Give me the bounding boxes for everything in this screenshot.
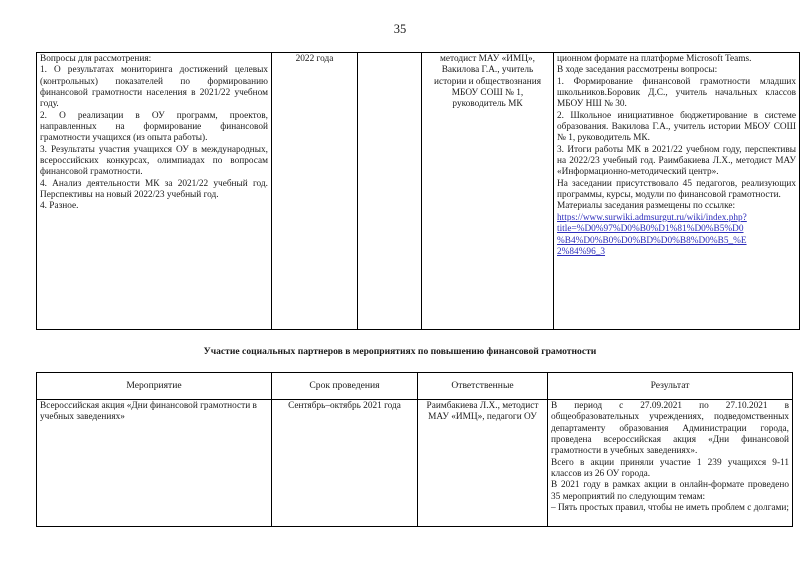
partners-table xyxy=(36,372,793,527)
agenda-questions-title: Вопросы для рассмотрения: xyxy=(40,54,152,64)
partners-event-cell: Всероссийская акция «Дни финансовой грамотности в учебных заведениях» xyxy=(37,400,272,527)
partners-result-p1: В период с 27.09.2021 по 27.10.2021 в общеобразовательных учреждениях, подведомственных департаменту образования Администрации города, проведена всероссийская акция «Дни финансовой грамотности в учебных заведениях». xyxy=(551,401,789,457)
agenda-date-cell: 2022 года xyxy=(272,53,358,330)
partners-header-result: Результат xyxy=(548,373,793,400)
agenda-result-p4: 2. Школьное инициативное бюджетирование в системе образования. Вакилова Г.А., учитель истории МБОУ СОШ № 1, руководитель МК. xyxy=(557,110,796,144)
partners-header-period: Срок проведения xyxy=(272,373,418,400)
wiki-link-line-3[interactable]: %B4%D0%B0%D0%BD%D0%B8%D0%B5_%E xyxy=(557,235,747,246)
agenda-result-p2: В ходе заседания рассмотрены вопросы: xyxy=(557,65,718,76)
partners-result-p2: Всего в акции приняли участие 1 239 учащихся 9-11 классов из 26 ОУ города. xyxy=(551,457,789,480)
agenda-result-p1: ционном формате на платформе Microsoft Teams. xyxy=(557,54,752,64)
agenda-result-p5: 3. Итоги работы МК в 2021/22 учебном году, перспективы на 2022/23 учебный год. Раимбакиева Л.Х., методист МАУ «Информационно-методический центр». xyxy=(557,144,796,178)
agenda-question-3: 3. Результаты участия учащихся ОУ в международных, всероссийских конкурсах, олимпиадах по вопросам финансовой грамотности. xyxy=(40,144,268,178)
partners-result-p3: В 2021 году в рамках акции в онлайн-формате проведено 35 мероприятий по следующим темам: xyxy=(551,480,789,502)
agenda-questions-cell xyxy=(37,53,272,330)
agenda-question-2: 2. О реализации в ОУ программ, проектов, направленных на формирование финансовой грамотности учащихся (из опыта работы). xyxy=(40,110,268,144)
page-number: 35 xyxy=(393,22,407,36)
agenda-responsible-cell: методист МАУ «ИМЦ», Вакилова Г.А., учитель истории и обществознания МБОУ СОШ № 1, руководитель МК xyxy=(422,53,554,330)
section-heading: Участие социальных партнеров в мероприятиях по повышению финансовой грамотности xyxy=(203,346,597,357)
partners-header-event: Мероприятие xyxy=(37,373,272,400)
agenda-question-5: 4. Разное. xyxy=(40,201,79,212)
wiki-link-line-4[interactable]: 2%84%96_3 xyxy=(557,246,606,257)
agenda-empty-cell xyxy=(358,53,422,330)
partners-result-p4: – Пять простых правил, чтобы не иметь проблем с долгами; xyxy=(551,503,789,514)
agenda-result-p7: Материалы заседания размещены по ссылке: xyxy=(557,201,736,212)
agenda-result-p6: На заседании присутствовало 45 педагогов, реализующих программы, курсы, модули по финансовой грамотности. xyxy=(557,178,796,201)
partners-responsible-cell: Раимбакиева Л.Х., методист МАУ «ИМЦ», педагоги ОУ xyxy=(418,400,548,527)
agenda-table xyxy=(36,52,800,330)
table-header-row xyxy=(37,373,793,400)
wiki-link-line-1[interactable]: https://www.surwiki.admsurgut.ru/wiki/index.php? xyxy=(557,212,747,223)
partners-header-responsible: Ответственные xyxy=(418,373,548,400)
agenda-question-4: 4. Анализ деятельности МК за 2021/22 учебный год. Перспективы на новый 2022/23 учебный год. xyxy=(40,178,268,201)
wiki-link-line-2[interactable]: title=%D0%97%D0%B0%D1%81%D0%B5%D0 xyxy=(557,224,744,235)
table-row xyxy=(37,400,793,527)
partners-period-cell: Сентябрь–октябрь 2021 года xyxy=(272,400,418,527)
table-row xyxy=(37,53,800,330)
partners-result-cell xyxy=(548,400,793,527)
agenda-result-cell xyxy=(554,53,800,330)
agenda-question-1: 1. О результатах мониторинга достижений целевых (контрольных) показателей по формированию финансовой грамотности населения в 2021/22 учебном году. xyxy=(40,65,268,110)
agenda-result-p3: 1. Формирование финансовой грамотности младших школьников.Боровик Д.С., учитель начальных классов МБОУ НШ № 30. xyxy=(557,76,796,110)
